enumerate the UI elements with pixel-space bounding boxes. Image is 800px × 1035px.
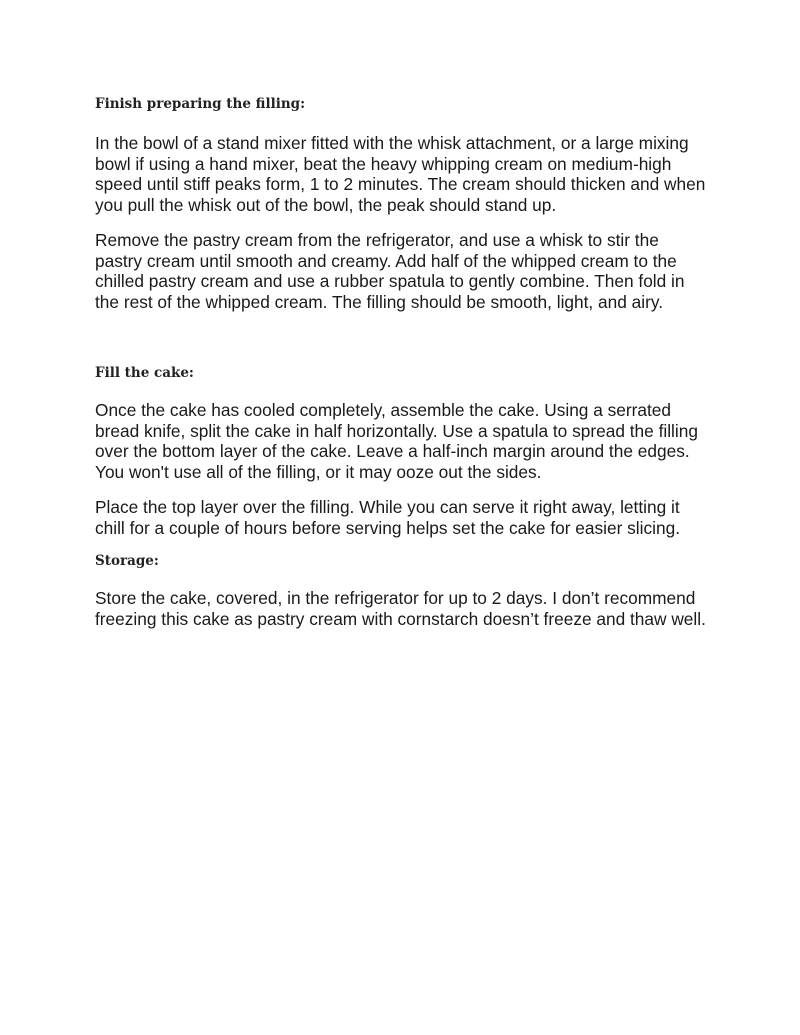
paragraph-assemble-cake: Once the cake has cooled completely, assemble the cake. Using a serrated bread knife, split the cake in half horizontally. Use a spatula to spread the filling over the bottom layer of the cake. Leave a half-inch margin around the edges. You won't use all of the filling, or it may ooze out the sides. bbox=[95, 400, 698, 482]
paragraph-whip-cream: In the bowl of a stand mixer fitted with the whisk attachment, or a large mixing bowl if using a hand mixer, beat the heavy whipping cream on medium-high speed until stiff peaks form, 1 to 2 minutes. The cream should thicken and when you pull the whisk out of the bowl, the peak should stand up. bbox=[95, 133, 706, 215]
section-heading-finish-filling: Finish preparing the filling: bbox=[95, 96, 306, 112]
section-storage bbox=[95, 552, 710, 629]
document-body bbox=[95, 90, 710, 629]
paragraph-storage: Store the cake, covered, in the refrigerator for up to 2 days. I don’t recommend freezing this cake as pastry cream with cornstarch doesn’t freeze and thaw well. bbox=[95, 588, 706, 629]
paragraph-top-layer: Place the top layer over the filling. While you can serve it right away, letting it chill for a couple of hours before serving helps set the cake for easier slicing. bbox=[95, 497, 680, 538]
section-finish-filling bbox=[95, 95, 710, 312]
section-heading-fill-cake: Fill the cake: bbox=[95, 365, 194, 381]
section-fill-cake bbox=[95, 364, 710, 538]
section-heading-storage: Storage: bbox=[95, 553, 159, 569]
paragraph-combine-pastry-cream: Remove the pastry cream from the refrigerator, and use a whisk to stir the pastry cream until smooth and creamy. Add half of the whipped cream to the chilled pastry cream and use a rubber spatula to gently combine. Then fold in the rest of the whipped cream. The filling should be smooth, light, and airy. bbox=[95, 230, 685, 312]
